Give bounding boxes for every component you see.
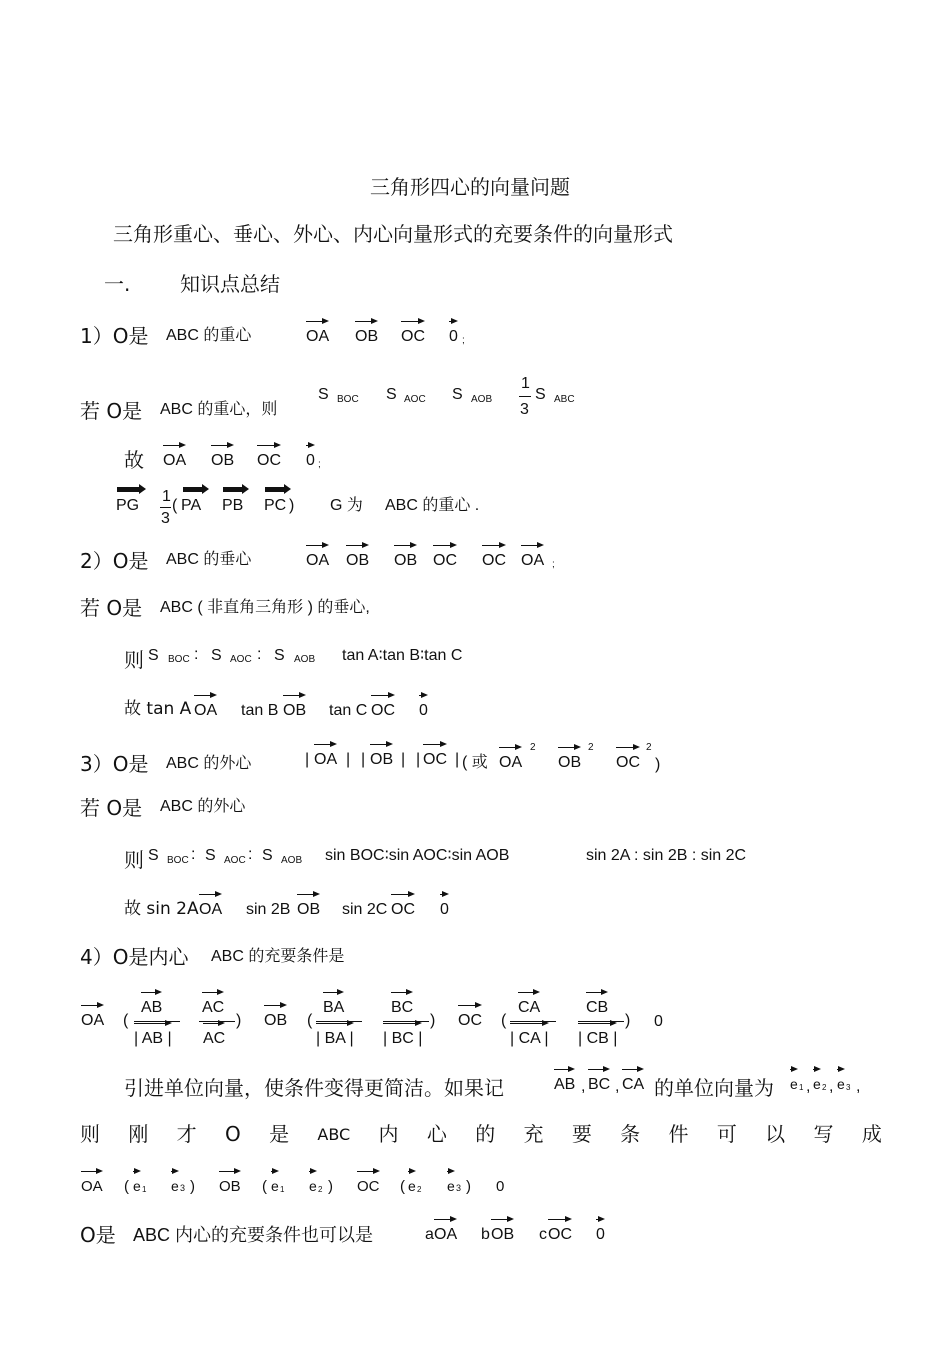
spread-char: 件 [668,1122,689,1146]
area-s-boc: S [318,386,329,403]
unit-e2: e [813,1068,821,1091]
sin-double-ratio: sin 2A : sin 2B : sin 2C [586,847,747,864]
spread-char: 是 [269,1122,290,1146]
area-s-aoc: S [386,386,397,403]
abs-bar-5: | [416,751,421,768]
orthocenter-area-label: 若 O是 [80,596,143,620]
vector-oa-9: OA [81,1170,103,1194]
unit-e2-c: e [408,1170,416,1193]
vector-ob-7: OB [297,893,320,918]
area-s-aoc-3: S [205,847,216,864]
vector-ba-num: BA [323,991,344,1016]
vector-ob-2: OB [211,444,234,469]
item3-text: ABC 的外心 [166,755,252,772]
vector-oa-3: OA [306,544,329,569]
vector-oc-sq: OC [616,746,640,771]
area-s-boc-3: S [148,847,159,864]
spread-char: 可 [716,1122,737,1146]
vector-ca-2: CA [622,1068,644,1093]
abs-bar-1: | [305,751,310,768]
spread-char: 的 [475,1122,496,1146]
spread-char: 刚 [128,1122,149,1146]
square-1: 2 [530,742,536,753]
vector-pg: PG [116,497,140,514]
vector-ca-den: | CA | [510,1022,549,1047]
comma-2: , [615,1078,620,1095]
vector-oc-7: OC [391,893,415,918]
centroid-area-text: ABC 的重心，则 [160,401,278,418]
page-subtitle: 三角形重心、垂心、外心、内心向量形式的充要条件的向量形式 [113,222,673,246]
vector-oc-9: OC [357,1170,380,1194]
area-sub-abc: ABC [554,394,575,405]
unit-e3-c: e [447,1170,455,1193]
vector-cb-den: | CB | [578,1022,617,1047]
section-number: 一. [104,272,131,296]
vector-oc-3: OC [433,544,457,569]
unit-e2-c-sub: 2 [417,1185,422,1194]
vector-bc-num: BC [391,991,413,1016]
or-close: ) [655,756,661,773]
comma-4: , [829,1078,834,1095]
spread-char: 心 [426,1122,447,1146]
square-3: 2 [646,742,652,753]
centroid-area-label: 若 O是 [80,399,143,423]
vector-ob-3: OB [346,544,369,569]
comma-1: , [581,1078,586,1095]
area-sub-aob-2: AOB [294,654,316,665]
vector-oa-2: OA [163,444,186,469]
zero-vector: 0 [449,320,458,345]
alt-condition-text: ABC 内心的充要条件也可以是 [133,1225,374,1245]
paren-open-5: ( [262,1178,267,1195]
paren-close: ) [289,497,295,514]
zero-vector-2: 0 [306,444,315,469]
ratio-sep-2: : [257,646,262,663]
paren-close-5: ) [328,1178,333,1195]
semicolon: ; [462,335,465,346]
alt-condition-label: O是 [80,1223,116,1247]
spread-char: 则 [80,1122,100,1146]
vector-arrow-pb [223,487,243,492]
paren-open-6: ( [400,1178,405,1195]
paren-open-2: ( [307,1012,313,1029]
area-sub-aob: AOB [471,394,493,405]
tan-ratio: tan A∶tan B∶tan C [342,647,463,664]
abs-bar-2: | [346,751,351,768]
vector-ob: OB [355,320,378,345]
unit-e1-a: e [133,1170,141,1193]
abs-bar-6: | [455,751,460,768]
vector-ob-sq: OB [558,746,581,771]
vector-oa-5: OA [194,694,217,719]
unit-vector-intro: 引进单位向量，使条件变得更简洁。如果记 [124,1076,504,1100]
area-sub-aob-3: AOB [281,855,303,866]
vector-bc-den: | BC | [383,1022,422,1047]
equals-zero-2: 0 [496,1178,505,1195]
vector-oc-6: OC [423,743,447,768]
paren-close-1: ) [236,1012,242,1029]
vector-oa-7: OA [199,893,222,918]
sin-2b: sin 2B [246,901,291,918]
unit-e2-b: e [309,1170,317,1193]
area-sub-aoc-2: AOC [230,654,252,665]
unit-e3-a-sub: 3 [180,1183,186,1193]
spread-char: 才 [176,1122,197,1146]
spread-char: 写 [813,1122,834,1146]
area-sub-boc-2: BOC [168,654,190,665]
ratio-sep-1: : [194,646,199,663]
paren-close-4: ) [190,1178,195,1195]
paren-close-2: ) [430,1012,436,1029]
area-s-boc-2: S [148,647,159,664]
vector-ac-den: AC [203,1022,225,1047]
spread-char: 内 [378,1122,399,1146]
or-label: ( 或 [462,754,488,771]
unit-e1-b: e [271,1170,279,1193]
vector-ca-num: CA [518,991,540,1016]
unit-e3: e [837,1068,845,1091]
fraction-denominator-2: 3 [161,510,170,527]
spread-char: 要 [571,1122,592,1146]
vector-ob-8: OB [264,1004,287,1029]
vector-oc-8: OC [458,1004,482,1029]
vector-oa-6: OA [314,743,337,768]
area-sub-aoc: AOC [404,394,426,405]
vector-ab-num: AB [141,991,162,1016]
sin-2c: sin 2C [342,901,388,918]
paren-open-3: ( [501,1012,507,1029]
spread-char: O [224,1122,241,1146]
vector-arrow-pc [265,487,285,492]
vector-oc: OC [401,320,425,345]
vector-pb: PB [222,497,244,514]
paren-open: ( [172,497,178,514]
g-is: G 为 [330,497,363,514]
unit-e3-sub: 3 [846,1083,851,1092]
rewrite-line [80,1124,882,1144]
ratio-sep-4: : [248,846,253,863]
tan-b: tan B [241,702,279,719]
vector-oc-10: OC [548,1218,572,1243]
zero-vector-5: 0 [596,1218,605,1243]
vector-ac-num: AC [202,991,224,1016]
vector-oa-4: OA [521,544,544,569]
then-label-2: 则 [124,848,144,872]
unit-vector-text: 的单位向量为 [654,1076,774,1100]
area-s-aob-2: S [274,647,285,664]
fraction-numerator-2: 1 [162,488,171,505]
fraction-bar-2 [160,507,171,508]
therefore-label: 故 [124,448,144,472]
fraction-numerator: 1 [521,375,530,392]
vector-pc: PC [264,497,287,514]
spread-char: 以 [765,1122,786,1146]
unit-e3-c-sub: 3 [456,1183,462,1193]
item1-label: 1）O是 [80,324,149,348]
vector-oa-8: OA [81,1004,104,1029]
item4-label: 4）O是内心 [80,945,189,969]
vector-ob-5: OB [283,694,306,719]
fraction-denominator: 3 [520,401,529,418]
comma-5: , [856,1078,861,1095]
unit-e2-b-sub: 2 [318,1185,323,1194]
orthocenter-area-text: ABC ( 非直角三角形 ) 的垂心, [160,599,370,616]
zero-vector-4: 0 [440,893,449,918]
coef-a: a [425,1226,434,1243]
coef-b: b [481,1226,490,1243]
vector-ab-2: AB [554,1068,575,1093]
abs-bar-3: | [361,751,366,768]
unit-e1-sub: 1 [799,1083,804,1092]
comma-3: , [806,1078,811,1095]
area-s-aob-3: S [262,847,273,864]
coef-c: c [539,1226,547,1243]
paren-close-6: ) [466,1178,471,1195]
unit-e3-a: e [171,1170,179,1193]
vector-ab-den: | AB | [134,1022,172,1047]
unit-e1-b-sub: 1 [280,1185,285,1194]
vector-ob-6: OB [370,743,393,768]
item3-label: 3）O是 [80,752,149,776]
semicolon-3: ; [552,559,555,570]
vector-arrow-pa [183,487,203,492]
circumcenter-area-label: 若 O是 [80,796,143,820]
vector-oc-4: OC [482,544,506,569]
unit-e1: e [790,1068,798,1091]
abs-bar-4: | [401,751,406,768]
vector-oa-sq: OA [499,746,522,771]
sin-angle-ratio: sin BOC∶sin AOC∶sin AOB [325,847,510,864]
fraction-bar [519,396,531,397]
g-centroid-text: ABC 的重心 . [385,497,480,514]
paren-close-3: ) [625,1012,631,1029]
item2-text: ABC 的垂心 [166,551,252,568]
item4-text: ABC 的充要条件是 [211,948,345,965]
vector-ba-den: | BA | [316,1022,354,1047]
vector-pa: PA [181,497,202,514]
vector-oa: OA [306,320,329,345]
circumcenter-area-text: ABC 的外心 [160,798,246,815]
area-sub-aoc-3: AOC [224,855,246,866]
vector-oa-10: OA [434,1218,457,1243]
item1-text: ABC 的重心 [166,327,252,344]
tan-sum-label: 故 tan A [124,699,192,719]
ratio-sep-3: : [191,846,196,863]
vector-bc-2: BC [588,1068,610,1093]
sin-sum-label: 故 sin 2A [124,899,199,919]
unit-e1-a-sub: 1 [142,1185,147,1194]
square-2: 2 [588,742,594,753]
page-title: 三角形四心的向量问题 [370,175,570,199]
spread-char: 成 [861,1122,882,1146]
vector-cb-num: CB [586,991,608,1016]
spread-char: 条 [620,1122,641,1146]
vector-ob-10: OB [491,1218,514,1243]
zero-vector-3: 0 [419,694,428,719]
item2-label: 2）O是 [80,549,149,573]
vector-oc-5: OC [371,694,395,719]
spread-char: ABC [317,1125,351,1144]
area-sub-boc-3: BOC [167,855,189,866]
tan-c: tan C [329,702,368,719]
semicolon-2: ; [318,459,321,470]
unit-e2-sub: 2 [822,1083,827,1092]
spread-char: 充 [523,1122,544,1146]
paren-open-1: ( [123,1012,129,1029]
area-s-aob: S [452,386,463,403]
section-title: 知识点总结 [180,272,280,296]
vector-oc-2: OC [257,444,281,469]
area-sub-boc: BOC [337,394,359,405]
vector-arrow-pg [117,487,140,492]
paren-open-4: ( [124,1178,129,1195]
area-s-abc: S [535,386,546,403]
vector-ob-4: OB [394,544,417,569]
then-label: 则 [124,648,144,672]
area-s-aoc-2: S [211,647,222,664]
equals-zero: 0 [654,1013,663,1030]
vector-ob-9: OB [219,1170,241,1194]
